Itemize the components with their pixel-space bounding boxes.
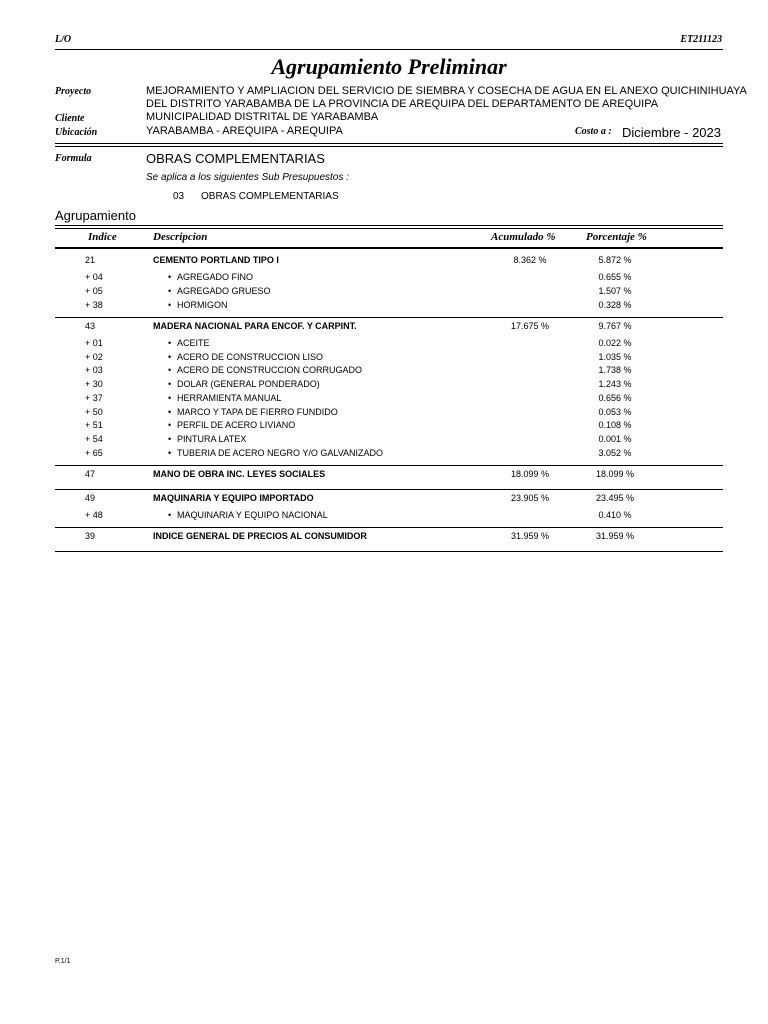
row-index: 49: [85, 493, 96, 503]
col-indice: Indice: [88, 231, 117, 243]
subrow-description: TUBERIA DE ACERO NEGRO Y/O GALVANIZADO: [177, 448, 384, 458]
row-acumulado: 18.099 %: [510, 469, 550, 479]
table-subrow: [55, 272, 723, 285]
table-row: [55, 255, 723, 268]
subrow-description: HORMIGON: [177, 300, 228, 310]
row-index: 47: [85, 469, 96, 479]
header-divider: [55, 49, 723, 50]
costo-fecha: Diciembre - 2023: [622, 125, 721, 140]
bullet-icon: •: [168, 286, 172, 296]
subrow-index: + 30: [85, 379, 103, 389]
bullet-icon: •: [168, 448, 172, 458]
col-acumulado: Acumulado %: [491, 231, 556, 243]
subrow-description: ACERO DE CONSTRUCCION CORRUGADO: [177, 365, 363, 375]
table-subrow: [55, 393, 723, 406]
applies-text: Se aplica a los siguientes Sub Presupuestos :: [146, 172, 349, 183]
subrow-porcentaje: 0.053 %: [598, 407, 632, 417]
left-code: L/O: [55, 34, 72, 45]
subrow-description: MAQUINARIA Y EQUIPO NACIONAL: [177, 510, 328, 520]
table-row: [55, 531, 723, 544]
subrow-description: ACEITE: [177, 338, 210, 348]
formula-label: Formula: [55, 153, 92, 164]
subrow-porcentaje: 0.655 %: [598, 272, 632, 282]
page-number: P.1/1: [55, 958, 71, 965]
bullet-icon: •: [168, 393, 172, 403]
row-acumulado: 8.362 %: [513, 255, 547, 265]
subrow-index: + 54: [85, 434, 103, 444]
bullet-icon: •: [168, 434, 172, 444]
row-porcentaje: 5.872 %: [598, 255, 632, 265]
proyecto-line2: DEL DISTRITO YARABAMBA DE LA PROVINCIA DE AREQUIPA DEL DEPARTAMENTO DE AREQUIPA: [146, 98, 659, 110]
subrow-porcentaje: 0.656 %: [598, 393, 632, 403]
bullet-icon: •: [168, 338, 172, 348]
row-description: MADERA NACIONAL PARA ENCOF. Y CARPINT.: [153, 321, 357, 331]
row-index: 39: [85, 531, 96, 541]
table-top-divider: [55, 225, 723, 229]
cliente-label: Cliente: [55, 113, 85, 124]
subrow-porcentaje: 1.738 %: [598, 365, 632, 375]
table-subrow: [55, 510, 723, 523]
proyecto-label: Proyecto: [55, 86, 92, 97]
table-subrow: [55, 352, 723, 365]
row-description: INDICE GENERAL DE PRECIOS AL CONSUMIDOR: [153, 531, 367, 541]
bullet-icon: •: [168, 300, 172, 310]
subrow-description: ACERO DE CONSTRUCCION LISO: [177, 352, 324, 362]
subrow-index: + 05: [85, 286, 103, 296]
row-porcentaje: 9.767 %: [598, 321, 632, 331]
subrow-porcentaje: 1.243 %: [598, 379, 632, 389]
table-subrow: [55, 365, 723, 378]
group-divider: [55, 317, 723, 318]
bullet-icon: •: [168, 407, 172, 417]
subrow-index: + 65: [85, 448, 103, 458]
table-subrow: [55, 286, 723, 299]
formula-name: OBRAS COMPLEMENTARIAS: [146, 151, 325, 166]
subrow-description: MARCO Y TAPA DE FIERRO FUNDIDO: [177, 407, 338, 417]
group-divider: [55, 527, 723, 528]
bullet-icon: •: [168, 420, 172, 430]
table-subrow: [55, 420, 723, 433]
info-divider: [55, 143, 723, 147]
row-porcentaje: 31.959 %: [595, 531, 635, 541]
subrow-index: + 51: [85, 420, 103, 430]
col-porcentaje: Porcentaje %: [586, 231, 647, 243]
subrow-index: + 37: [85, 393, 103, 403]
table-subrow: [55, 407, 723, 420]
ubicacion-label: Ubicación: [55, 127, 98, 138]
row-porcentaje: 23.495 %: [595, 493, 635, 503]
group-divider: [55, 465, 723, 466]
table-subrow: [55, 434, 723, 447]
subrow-porcentaje: 3.052 %: [598, 448, 632, 458]
costo-label: Costo a :: [575, 126, 612, 137]
subrow-index: + 50: [85, 407, 103, 417]
row-acumulado: 31.959 %: [510, 531, 550, 541]
bullet-icon: •: [168, 379, 172, 389]
row-index: 43: [85, 321, 96, 331]
row-acumulado: 17.675 %: [510, 321, 550, 331]
subrow-index: + 02: [85, 352, 103, 362]
table-row: [55, 321, 723, 334]
subrow-description: PINTURA LATEX: [177, 434, 247, 444]
cliente-value: MUNICIPALIDAD DISTRITAL DE YARABAMBA: [146, 111, 379, 123]
subrow-porcentaje: 0.410 %: [598, 510, 632, 520]
subrow-index: + 01: [85, 338, 103, 348]
table-row: [55, 493, 723, 506]
table-header-divider: [55, 247, 723, 249]
subrow-description: AGREGADO GRUESO: [177, 286, 271, 296]
subrow-porcentaje: 0.022 %: [598, 338, 632, 348]
subrow-porcentaje: 0.328 %: [598, 300, 632, 310]
subrow-index: + 38: [85, 300, 103, 310]
ubicacion-value: YARABAMBA - AREQUIPA - AREQUIPA: [146, 125, 343, 137]
proyecto-line1: MEJORAMIENTO Y AMPLIACION DEL SERVICIO DE SIEMBRA Y COSECHA DE AGUA EN EL ANEXO QUICHINIHUAYA: [146, 85, 747, 97]
row-acumulado: 23.905 %: [510, 493, 550, 503]
row-description: CEMENTO PORTLAND TIPO I: [153, 255, 279, 265]
row-description: MAQUINARIA Y EQUIPO IMPORTADO: [153, 493, 314, 503]
subrow-index: + 04: [85, 272, 103, 282]
subrow-description: DOLAR (GENERAL PONDERADO): [177, 379, 320, 389]
group-divider: [55, 551, 723, 552]
row-index: 21: [85, 255, 96, 265]
sub-code: 03: [173, 191, 185, 202]
subrow-porcentaje: 0.001 %: [598, 434, 632, 444]
subrow-porcentaje: 1.507 %: [598, 286, 632, 296]
subrow-porcentaje: 1.035 %: [598, 352, 632, 362]
subrow-porcentaje: 0.108 %: [598, 420, 632, 430]
group-divider: [55, 489, 723, 490]
table-subrow: [55, 448, 723, 461]
subrow-index: + 48: [85, 510, 103, 520]
table-header: [55, 231, 723, 245]
row-porcentaje: 18.099 %: [595, 469, 635, 479]
col-descripcion: Descripcion: [153, 231, 208, 243]
subrow-description: AGREGADO FINO: [177, 272, 254, 282]
bullet-icon: •: [168, 352, 172, 362]
bullet-icon: •: [168, 365, 172, 375]
section-title: Agrupamiento: [55, 208, 136, 223]
bullet-icon: •: [168, 272, 172, 282]
row-description: MANO DE OBRA INC. LEYES SOCIALES: [153, 469, 326, 479]
sub-name: OBRAS COMPLEMENTARIAS: [201, 191, 339, 202]
bullet-icon: •: [168, 510, 172, 520]
subrow-index: + 03: [85, 365, 103, 375]
right-code: ET211123: [680, 34, 722, 45]
table-row: [55, 469, 723, 482]
table-subrow: [55, 338, 723, 351]
page-title: Agrupamiento Preliminar: [271, 54, 507, 79]
table-subrow: [55, 379, 723, 392]
table-subrow: [55, 300, 723, 313]
subrow-description: PERFIL DE ACERO LIVIANO: [177, 420, 296, 430]
subrow-description: HERRAMIENTA MANUAL: [177, 393, 282, 403]
